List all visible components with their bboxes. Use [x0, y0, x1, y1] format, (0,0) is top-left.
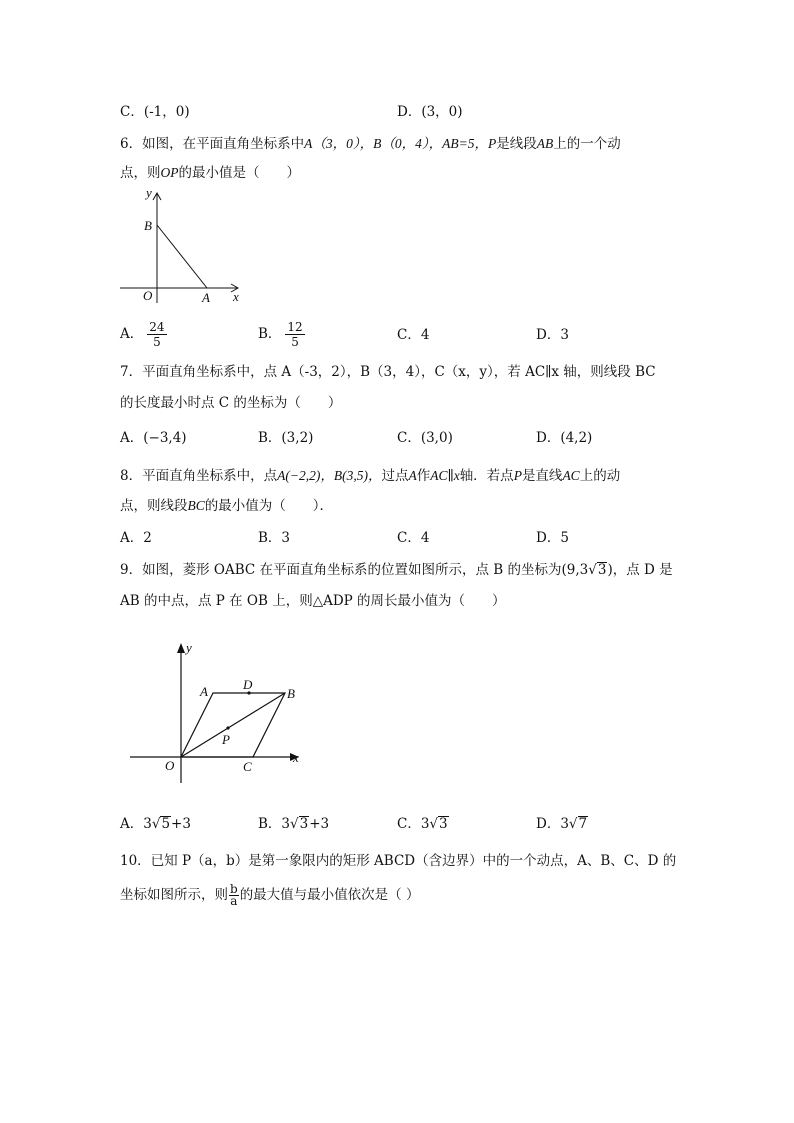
q7-option-b: B．(3,2) — [258, 430, 314, 446]
q9-option-c: C．3√3 — [397, 816, 448, 832]
q9-y-arrow — [177, 643, 185, 653]
q7-question-line1: 7．平面直角坐标系中，点 A（-3，2），B（3，4），C（x，y），若 AC∥x 轴，则线段 BC — [120, 364, 656, 380]
q10-fraction-b-over-a: $\frac{b}{a}$ — [230, 882, 238, 908]
q9-b-label: B — [287, 686, 295, 701]
q6-option-a: A． $\frac{24}{5}$ — [120, 320, 165, 349]
q6-option-d: D．3 — [536, 327, 569, 343]
q9-question-line2: AB 的中点，点 P 在 OB 上，则△ADP 的周长最小值为（ ） — [120, 593, 506, 609]
q6-option-c: C．4 — [397, 327, 430, 343]
q7-option-c: C．(3,0) — [397, 430, 453, 446]
q8-option-a: A．2 — [120, 530, 152, 546]
q9-question-line1: 9．如图，菱形 OABC 在平面直角坐标系的位置如图所示，点 B 的坐标为(9,3√3)，点 D 是 — [120, 562, 673, 578]
q7-option-d: D．(4,2) — [536, 430, 593, 446]
q8-option-c: C．4 — [397, 530, 430, 546]
q8-option-d: D．5 — [536, 530, 569, 546]
q6-segment-op: OP — [160, 165, 179, 180]
q6-coordinate-figure — [110, 185, 250, 310]
q6-question-line1 — [120, 135, 621, 153]
q6-option-b-fraction: $\frac{12}{5}$ — [287, 320, 303, 349]
q6-x-label: x — [233, 289, 239, 304]
q10-question-line1: 10．已知 P（a，b）是第一象限内的矩形 ABCD（含边界）中的一个动点，A、B、C、D 的 — [120, 853, 677, 869]
q9-rhombus-figure — [125, 638, 315, 788]
q10-question-line2: 坐标如图所示，则 $\frac{b}{a}$ 的最大值与最小值依次是（ ） — [120, 882, 420, 908]
q9-o-label: O — [165, 758, 175, 773]
q9-y-label: y — [186, 640, 192, 655]
q6-question-line2 — [120, 164, 300, 182]
q5-option-d: D．(3，0) — [397, 104, 463, 120]
q9-x-label: x — [293, 750, 299, 765]
q7-option-a: A．(−3,4) — [120, 430, 187, 446]
q6-option-a-fraction: $\frac{24}{5}$ — [149, 320, 165, 349]
q8-point-a: A(−2,2)， — [277, 468, 334, 483]
q9-p-label: P — [222, 732, 230, 747]
q8-point-b: B(3,5)， — [333, 468, 382, 483]
q5-option-c: C．(-1，0) — [120, 104, 190, 120]
q6-text: 点，则 — [120, 165, 161, 181]
q6-ab-length: AB=5， — [442, 136, 488, 151]
q6-segment-ab: AB — [536, 136, 554, 151]
q6-a-label: A — [202, 290, 210, 305]
q6-point-b: B（0，4）， — [373, 136, 443, 151]
q7-question-line2: 的长度最小时点 C 的坐标为（ ） — [120, 395, 342, 411]
q6-segment-ab-line — [157, 225, 207, 288]
q6-point-p: P — [487, 136, 497, 151]
q6-text: 是线段 — [496, 136, 537, 152]
q6-text: 6．如图，在平面直角坐标系中 — [120, 136, 305, 152]
q6-point-a: A（3，0）， — [304, 136, 374, 151]
q6-text: 上的一个动 — [553, 136, 621, 152]
q6-o-label: O — [143, 288, 153, 303]
q6-option-b: B． $\frac{12}{5}$ — [258, 320, 303, 349]
q8-question-line1: 8．平面直角坐标系中，点A(−2,2)，B(3,5)，过点A作AC∥x轴．若点P是直线AC上的动 — [120, 468, 621, 484]
q9-point-p — [226, 726, 229, 729]
q9-d-label: D — [243, 677, 253, 692]
q9-option-b: B．3√3+3 — [258, 816, 330, 832]
q9-option-d: D．3√7 — [536, 816, 588, 832]
q9-option-a: A．3√5+3 — [120, 816, 191, 832]
q6-text: 的最小值是（ ） — [178, 165, 300, 181]
q8-question-line2: 点，则线段BC的最小值为（ ）． — [120, 498, 334, 514]
q6-b-label: B — [144, 218, 152, 233]
q9-a-label: A — [200, 684, 208, 699]
q8-option-b: B．3 — [258, 530, 291, 546]
q6-y-label: y — [146, 185, 152, 200]
q9-c-label: C — [243, 759, 252, 774]
